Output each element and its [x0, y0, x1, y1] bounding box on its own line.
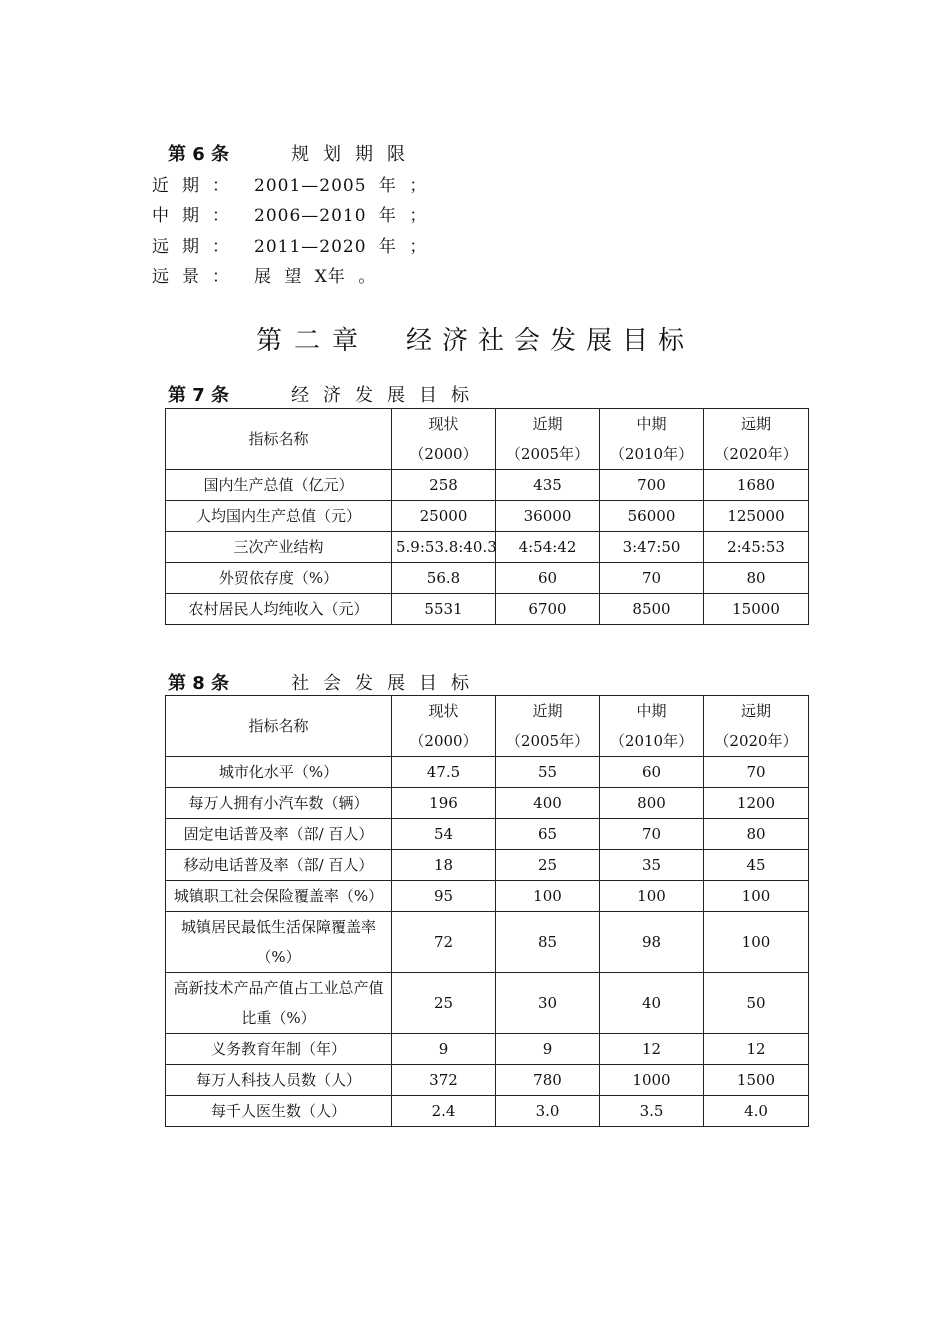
indicator-name: 每万人科技人员数（人）: [166, 1065, 392, 1096]
value-cell: 25: [392, 973, 496, 1034]
value-cell: 80: [704, 563, 809, 594]
value-cell: 1000: [600, 1065, 704, 1096]
value-cell: 2:45:53: [704, 532, 809, 563]
value-cell: 36000: [496, 501, 600, 532]
value-cell: 4:54:42: [496, 532, 600, 563]
value-cell: 1200: [704, 788, 809, 819]
article-7-number: 第 7 条: [168, 385, 230, 406]
indicator-name: 每千人医生数（人）: [166, 1096, 392, 1127]
period-label: 中期：: [152, 206, 242, 226]
value-cell: 25: [496, 850, 600, 881]
value-cell: 56000: [600, 501, 704, 532]
indicator-name: 城镇居民最低生活保障覆盖率（%）: [166, 912, 392, 973]
header-long-term: 远期 （2020年）: [704, 696, 809, 757]
indicator-name: 城市化水平（%）: [166, 757, 392, 788]
article-6-number: 第 6 条: [168, 144, 230, 165]
value-cell: 258: [392, 470, 496, 501]
table-row: [166, 973, 809, 1034]
value-cell: 6700: [496, 594, 600, 625]
table-row: [166, 881, 809, 912]
table-row: [166, 470, 809, 501]
period-label: 远景：: [152, 267, 242, 287]
period-value: 2011—2020 年 ；: [254, 237, 428, 257]
value-cell: 1680: [704, 470, 809, 501]
value-cell: 72: [392, 912, 496, 973]
table-row: [166, 788, 809, 819]
value-cell: 435: [496, 470, 600, 501]
header-indicator-name: 指标名称: [166, 696, 392, 757]
value-cell: 60: [600, 757, 704, 788]
value-cell: 780: [496, 1065, 600, 1096]
header-indicator-name: 指标名称: [166, 409, 392, 470]
value-cell: 54: [392, 819, 496, 850]
header-near-term: 近期 （2005年）: [496, 409, 600, 470]
period-row-long: [152, 232, 427, 257]
period-row-near: [152, 171, 427, 196]
value-cell: 18: [392, 850, 496, 881]
table-row: [166, 563, 809, 594]
period-value: 2001—2005 年 ；: [254, 176, 428, 196]
article-8-title: 社会发展目标: [291, 673, 484, 694]
indicator-name: 每万人拥有小汽车数（辆）: [166, 788, 392, 819]
header-mid-term: 中期 （2010年）: [600, 696, 704, 757]
value-cell: 3:47:50: [600, 532, 704, 563]
indicator-name: 人均国内生产总值（元）: [166, 501, 392, 532]
value-cell: 15000: [704, 594, 809, 625]
value-cell: 3.0: [496, 1096, 600, 1127]
value-cell: 47.5: [392, 757, 496, 788]
table-row: [166, 850, 809, 881]
header-near-term: 近期 （2005年）: [496, 696, 600, 757]
value-cell: 85: [496, 912, 600, 973]
value-cell: 12: [704, 1034, 809, 1065]
value-cell: 30: [496, 973, 600, 1034]
economic-targets-table: [165, 408, 809, 625]
indicator-name: 移动电话普及率（部/ 百人）: [166, 850, 392, 881]
value-cell: 9: [392, 1034, 496, 1065]
value-cell: 800: [600, 788, 704, 819]
table-header-row: [166, 409, 809, 470]
value-cell: 60: [496, 563, 600, 594]
value-cell: 50: [704, 973, 809, 1034]
table-row: [166, 501, 809, 532]
value-cell: 12: [600, 1034, 704, 1065]
table-row: [166, 532, 809, 563]
value-cell: 2.4: [392, 1096, 496, 1127]
value-cell: 100: [496, 881, 600, 912]
chapter-title: 经济社会发展目标: [406, 326, 695, 356]
header-current: 现状 （2000）: [392, 409, 496, 470]
value-cell: 25000: [392, 501, 496, 532]
value-cell: 700: [600, 470, 704, 501]
value-cell: 70: [704, 757, 809, 788]
indicator-name: 城镇职工社会保险覆盖率（%）: [166, 881, 392, 912]
header-long-term: 远期 （2020年）: [704, 409, 809, 470]
table-row: [166, 912, 809, 973]
value-cell: 56.8: [392, 563, 496, 594]
social-targets-table: [165, 695, 809, 1127]
indicator-name: 高新技术产品产值占工业总产值比重（%）: [166, 973, 392, 1034]
value-cell: 100: [704, 912, 809, 973]
indicator-name: 固定电话普及率（部/ 百人）: [166, 819, 392, 850]
period-row-vision: [152, 262, 376, 287]
period-label: 近期：: [152, 176, 242, 196]
value-cell: 45: [704, 850, 809, 881]
table-row: [166, 819, 809, 850]
period-label: 远期：: [152, 237, 242, 257]
value-cell: 400: [496, 788, 600, 819]
value-cell: 98: [600, 912, 704, 973]
table-row: [166, 1096, 809, 1127]
article-6-title: 规划期限: [291, 144, 420, 165]
period-row-mid: [152, 201, 427, 226]
value-cell: 55: [496, 757, 600, 788]
value-cell: 100: [600, 881, 704, 912]
value-cell: 40: [600, 973, 704, 1034]
table-row: [166, 1034, 809, 1065]
value-cell: 65: [496, 819, 600, 850]
period-value: 展 望 X年 。: [254, 267, 377, 287]
table-header-row: [166, 696, 809, 757]
value-cell: 8500: [600, 594, 704, 625]
indicator-name: 三次产业结构: [166, 532, 392, 563]
article-8-heading: [168, 669, 483, 695]
header-current: 现状 （2000）: [392, 696, 496, 757]
indicator-name: 义务教育年制（年）: [166, 1034, 392, 1065]
chapter-number: 第二章: [255, 326, 370, 356]
value-cell: 372: [392, 1065, 496, 1096]
table-row: [166, 1065, 809, 1096]
value-cell: 3.5: [600, 1096, 704, 1127]
value-cell: 4.0: [704, 1096, 809, 1127]
value-cell: 70: [600, 563, 704, 594]
value-cell: 1500: [704, 1065, 809, 1096]
value-cell: 70: [600, 819, 704, 850]
period-value: 2006—2010 年 ；: [254, 206, 428, 226]
header-mid-term: 中期 （2010年）: [600, 409, 704, 470]
value-cell: 35: [600, 850, 704, 881]
article-6-heading: [168, 140, 419, 166]
indicator-name: 农村居民人均纯收入（元）: [166, 594, 392, 625]
value-cell: 100: [704, 881, 809, 912]
chapter-heading: [0, 320, 950, 357]
article-7-title: 经济发展目标: [291, 385, 484, 406]
table-row: [166, 757, 809, 788]
indicator-name: 国内生产总值（亿元）: [166, 470, 392, 501]
article-7-heading: [168, 381, 483, 407]
table-row: [166, 594, 809, 625]
value-cell: 95: [392, 881, 496, 912]
value-cell: 5.9:53.8:40.3: [392, 532, 496, 563]
value-cell: 125000: [704, 501, 809, 532]
value-cell: 196: [392, 788, 496, 819]
value-cell: 9: [496, 1034, 600, 1065]
value-cell: 80: [704, 819, 809, 850]
article-8-number: 第 8 条: [168, 673, 230, 694]
indicator-name: 外贸依存度（%）: [166, 563, 392, 594]
value-cell: 5531: [392, 594, 496, 625]
